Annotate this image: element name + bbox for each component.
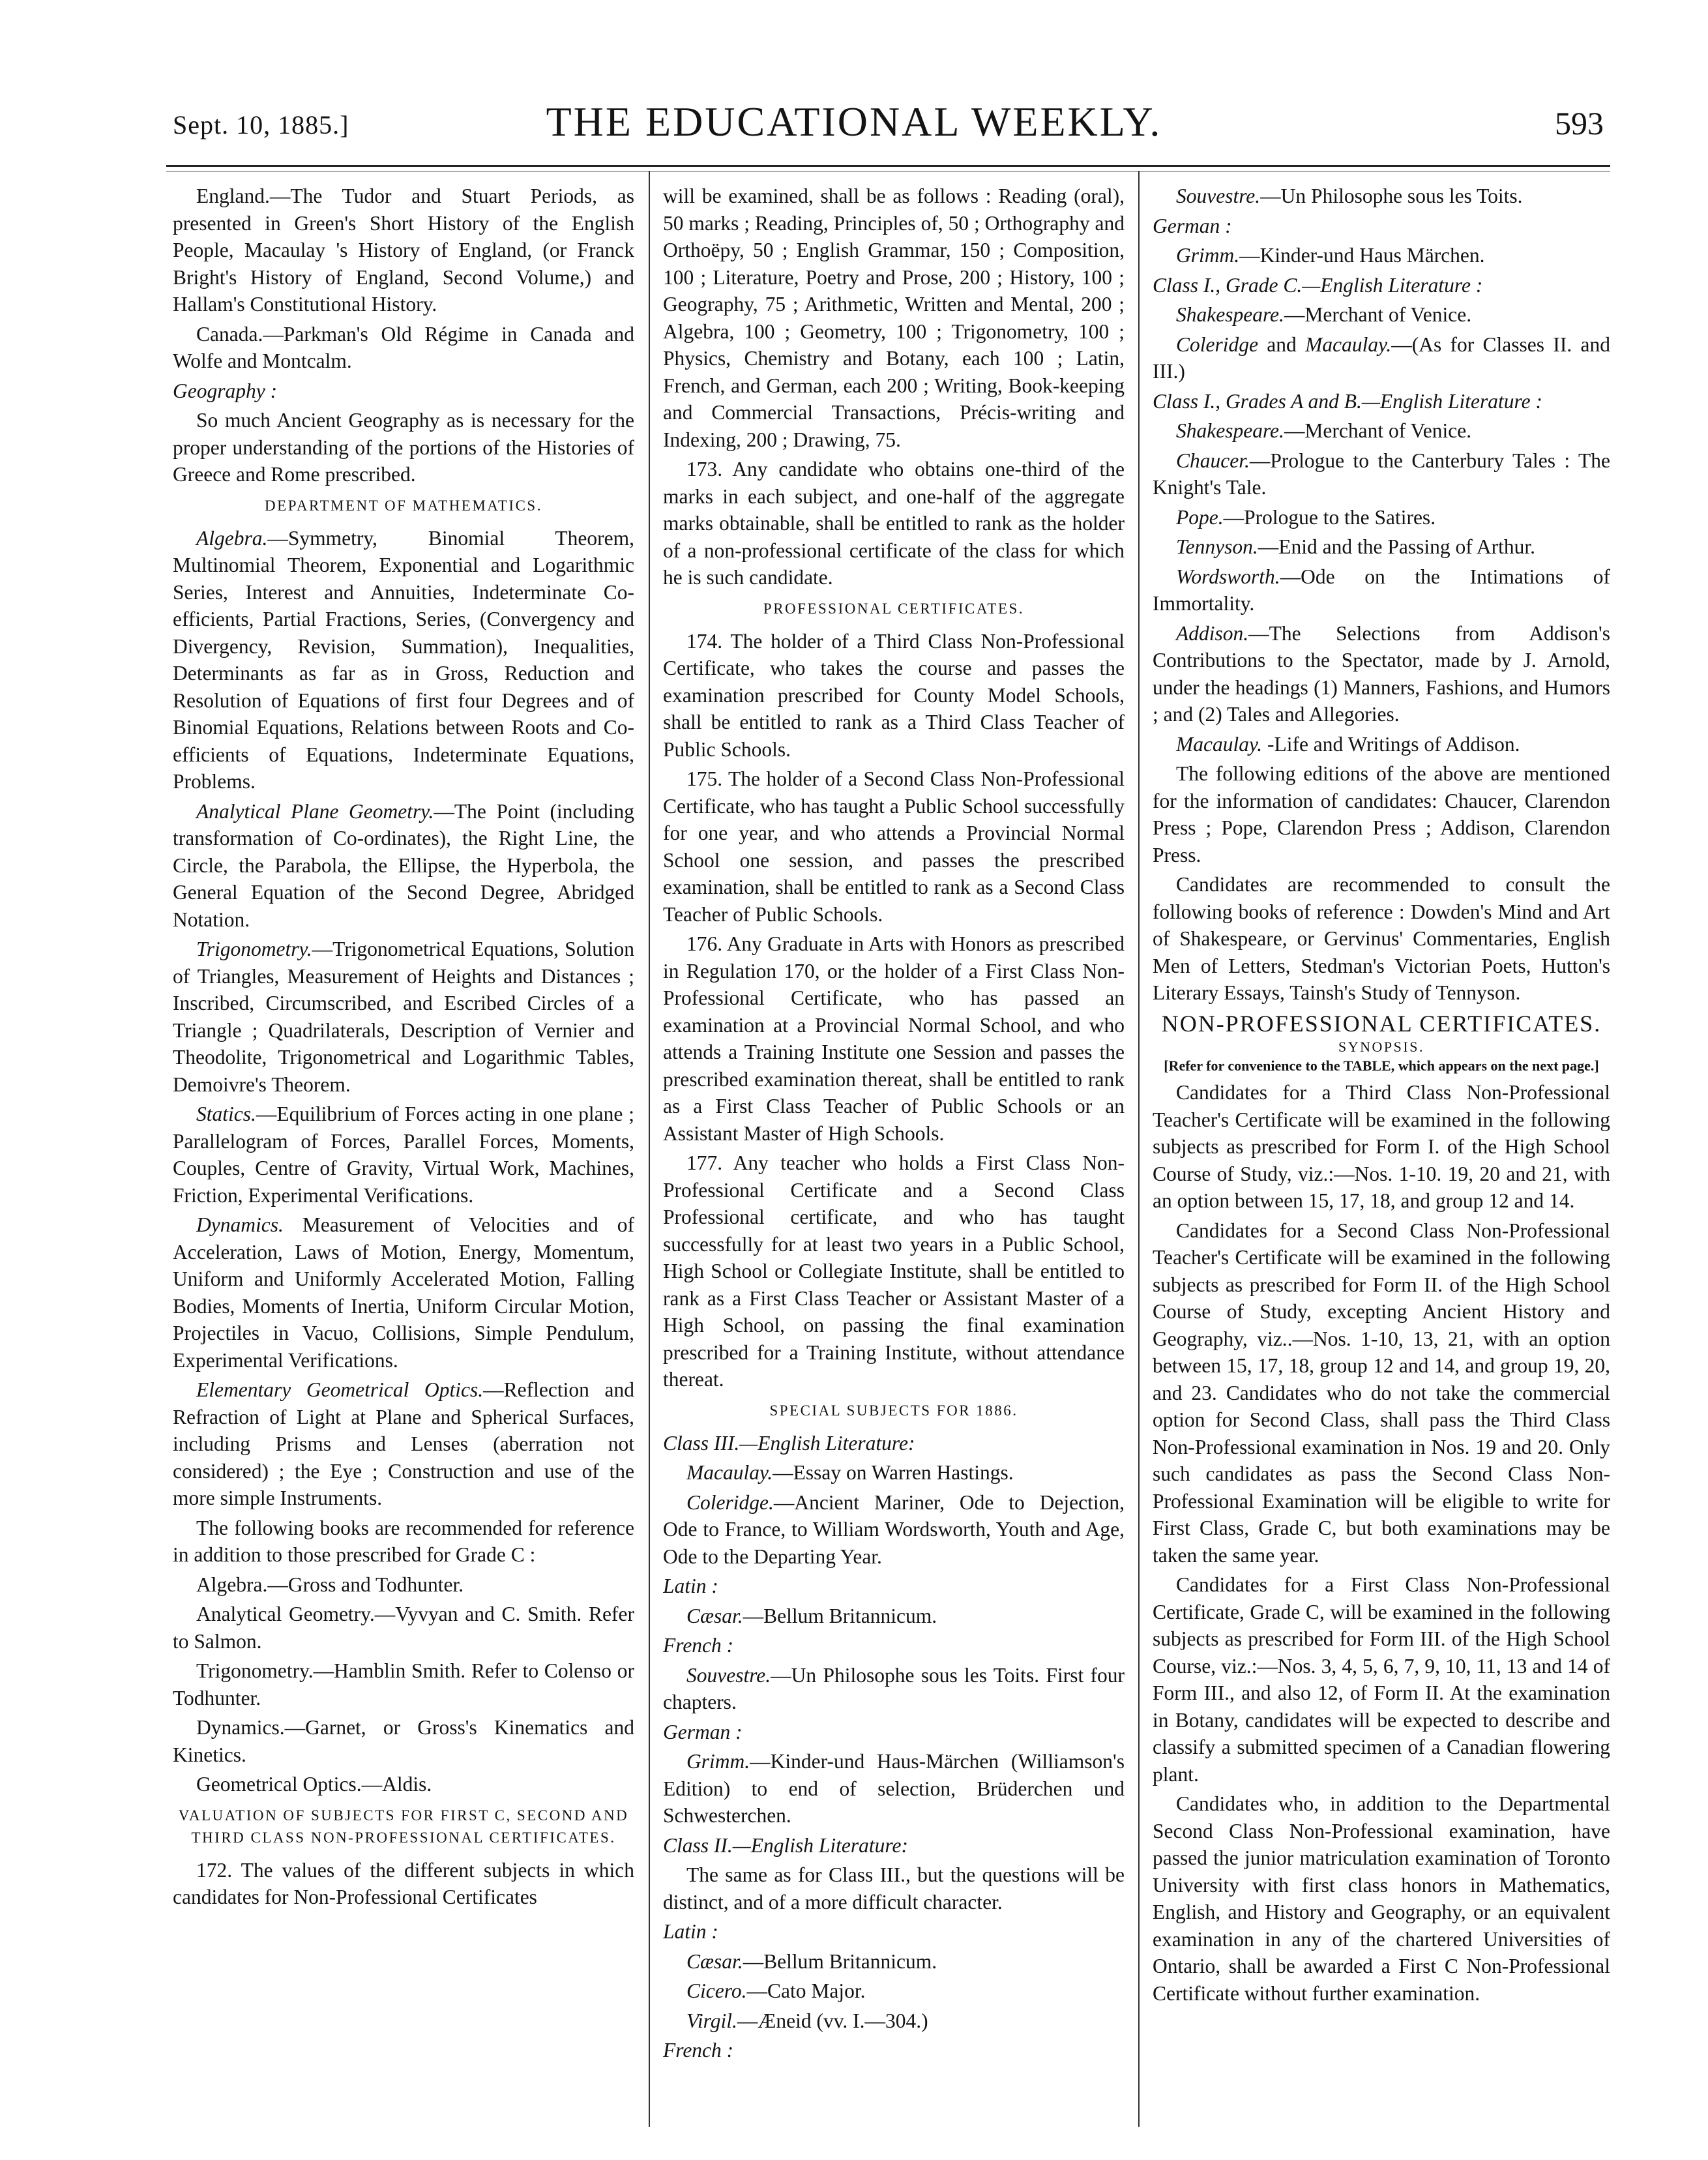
work-item bbox=[1153, 183, 1610, 210]
language-label: French : bbox=[663, 2039, 734, 2062]
connector: and bbox=[1258, 333, 1306, 356]
work-text: —(As for Classes II. and III.) bbox=[1153, 333, 1610, 383]
work-text: —Kinder-und Haus Märchen. bbox=[1239, 244, 1485, 267]
page-number: 593 bbox=[1555, 105, 1604, 141]
paragraph: 172. The values of the different subjects in which candidates for Non-Professional Certificates bbox=[173, 1858, 634, 1908]
topic-text: —Equilibrium of Forces acting in one plane ; Parallelogram of Forces, Parallel Forces, Moments, Couples, Centre of Gravity, Virtual Work, Machines, Friction, Experimental Verifications. bbox=[173, 1102, 634, 1207]
section-heading: SPECIAL SUBJECTS FOR 1886. bbox=[769, 1402, 1018, 1419]
book-item: Dynamics.—Garnet, or Gross's Kinematics and Kinetics. bbox=[173, 1716, 634, 1766]
author: Addison. bbox=[1176, 621, 1249, 645]
topic-text: —Trigonometrical Equations, Solution of Triangles, Measurement of Heights and Distances ; Inscribed, Circumscribed, and Escribed Circles of a Triangle ; Quadrilaterals, Description of Vernier and Theodolite, Trigonometrical and Logarithmic Tables, Demoivre's Theorem. bbox=[173, 938, 634, 1096]
work-text: —Æneid (vv. I.—304.) bbox=[737, 2009, 928, 2032]
author: Coleridge bbox=[1176, 333, 1258, 356]
paragraph: 173. Any candidate who obtains one-third of the marks in each subject, and one-half of the aggregate marks obtainable, shall be entitled to rank as the holder of a non-professional certificate of the class for which he is such candidate. bbox=[663, 458, 1125, 589]
work-item bbox=[663, 1489, 1125, 1571]
topic-title: Dynamics. bbox=[196, 1213, 284, 1236]
work-item bbox=[663, 1603, 1125, 1630]
section-heading: NON-PROFESSIONAL CERTIFICATES. bbox=[1161, 1010, 1602, 1037]
author: Cæsar. bbox=[686, 1604, 743, 1627]
topic-text: Measurement of Velocities and of Acceleration, Laws of Motion, Energy, Momentum, Uniform and Uniformly Accelerated Motion, Falling Bodies, Moments of Inertia, Uniform Circular Motion, Projectiles in Vacuo, Collisions, Simple Pendulum, Experimental Verifications. bbox=[173, 1213, 634, 1372]
work-item bbox=[1153, 301, 1610, 329]
author: Grimm. bbox=[1176, 244, 1240, 267]
class-heading: Class I., Grade C.—English Literature : bbox=[1153, 273, 1483, 297]
work-text: —Bellum Britannicum. bbox=[743, 1949, 937, 1973]
class-heading: Class III.—English Literature: bbox=[663, 1431, 915, 1455]
work-text: —Essay on Warren Hastings. bbox=[773, 1461, 1014, 1484]
paragraph: The following editions of the above are mentioned for the information of candidates: Chaucer, Clarendon Press ; Pope, Clarendon Press ; Addison, Clarendon Press. bbox=[1153, 762, 1610, 866]
paragraph: The same as for Class III., but the questions will be distinct, and of a more difficult character. bbox=[663, 1863, 1125, 1914]
column-2 bbox=[663, 183, 1125, 2132]
work-text: -Life and Writings of Addison. bbox=[1262, 732, 1520, 756]
work-text: —Prologue to the Satires. bbox=[1223, 505, 1436, 529]
work-item bbox=[1153, 731, 1610, 758]
paragraph: Candidates who, in addition to the Departmental Second Class Non-Professional examination, have passed the junior matriculation examination of Toronto University with first class honors in Mathematics, English, and History and Geography, or an equivalent examination in any of the chartered Universities of Ontario, shall be awarded a First C Non-Professional Certificate without further examination. bbox=[1153, 1792, 1610, 2005]
work-item bbox=[1153, 417, 1610, 445]
work-text: —Kinder-und Haus-Märchen (Williamson's Edition) to end of selection, Brüderchen und Schwesterchen. bbox=[663, 1750, 1125, 1827]
work-text: —Ancient Mariner, Ode to Dejection, Ode to France, to William Wordsworth, Youth and Age, Ode to the Departing Year. bbox=[663, 1490, 1125, 1568]
column-divider bbox=[1138, 171, 1140, 2127]
language-label: Latin : bbox=[663, 1575, 718, 1597]
work-text: —Merchant of Venice. bbox=[1284, 419, 1472, 442]
paragraph: The following books are recommended for reference in addition to those prescribed for Grade C : bbox=[173, 1516, 634, 1566]
topic-title: Trigonometry. bbox=[196, 938, 312, 960]
work-item bbox=[1153, 242, 1610, 269]
work-text: —Un Philosophe sous les Toits. bbox=[1260, 185, 1523, 207]
work-item bbox=[663, 1748, 1125, 1829]
column-3 bbox=[1153, 183, 1610, 2132]
topic-title: Statics. bbox=[196, 1102, 256, 1125]
author: Virgil. bbox=[686, 2009, 737, 2032]
paragraph: 177. Any teacher who holds a First Class Non-Professional Certificate and a Second Class Professional certificate, and who has taught successfully for at least two years in a Public School, High School or Collegiate Institute, shall be entitled to rank as a First Class Teacher or Assistant Master of a High School, on passing the final examination prescribed for a Training Institute, without attendance thereat. bbox=[663, 1151, 1125, 1391]
paragraph bbox=[173, 1101, 634, 1209]
topic-title: Algebra. bbox=[196, 526, 268, 550]
language-label: German : bbox=[1153, 214, 1232, 237]
paragraph: 176. Any Graduate in Arts with Honors as prescribed in Regulation 170, or the holder of a First Class Non-Professional Certificate, who has passed an examination at a Provincial Normal School, and who attends a Training Institute one Session and passes the prescribed examination thereat, shall be entitled to rank as a First Class Teacher of Public Schools or an Assistant Master of High Schools. bbox=[663, 932, 1125, 1145]
paragraph: Candidates for a First Class Non-Professional Certificate, Grade C, will be examined in the following subjects as prescribed for Form III. of the High School Course, viz.:—Nos. 3, 4, 5, 6, 7, 9, 10, 11, 13 and 14 of Form III., and also 12, of Form II. At the examination in Botany, candidates will be expected to describe and classify a submitted specimen of a Canadian flowering plant. bbox=[1153, 1573, 1610, 1786]
work-item bbox=[1153, 620, 1610, 728]
paragraph bbox=[173, 1211, 634, 1374]
paragraph: 175. The holder of a Second Class Non-Professional Certificate, who has taught a Public School successfully for one year, and who attends a Provincial Normal School one session, and passes the prescribed examination, shall be entitled to rank as a Second Class Teacher of Public Schools. bbox=[663, 767, 1125, 926]
header-rule bbox=[166, 165, 1610, 167]
work-text: —Ode on the Intimations of Immortality. bbox=[1153, 565, 1610, 615]
author: Pope. bbox=[1176, 505, 1224, 529]
work-item bbox=[1153, 533, 1610, 561]
work-item bbox=[1153, 504, 1610, 531]
author: Souvestre. bbox=[1176, 185, 1261, 207]
paragraph: 174. The holder of a Third Class Non-Professional Certificate, who takes the course and passes the examination prescribed for County Model Schools, shall be entitled to rank as a Third Class Teacher of Public Schools. bbox=[663, 629, 1125, 761]
work-item bbox=[663, 1948, 1125, 1975]
work-text: —Cato Major. bbox=[746, 1979, 866, 2002]
column-1 bbox=[173, 183, 634, 2132]
note: [Refer for convenience to the TABLE, which appears on the next page.] bbox=[1164, 1058, 1599, 1074]
work-text: —Prologue to the Canterbury Tales : The Knight's Tale. bbox=[1153, 449, 1610, 499]
language-label: German : bbox=[663, 1720, 743, 1743]
work-text: —The Selections from Addison's Contributions to the Spectator, made by J. Arnold, under the headings (1) Manners, Fashions, and Humors ; and (2) Tales and Allegories. bbox=[1153, 621, 1610, 726]
class-heading: Class II.—English Literature: bbox=[663, 1833, 908, 1857]
author: Shakespeare. bbox=[1176, 303, 1284, 326]
paragraph: Candidates for a Second Class Non-Professional Teacher's Certificate will be examined in the following subjects as prescribed for Form II. of the High School Course of Study, excepting Ancient History and Geography, viz..—Nos. 1-10, 13, 21, with an option between 15, 17, 18, group 12 and 14, and group 19, 20, and 23. Candidates who do not take the commercial option for Second Class, shall pass the Third Class Non-Professional examination in Nos. 19 and 20. Only such candidates as pass the Second Class Non-Professional Examination will be eligible to write for First Class, Grade C, but both examinations may be taken the same year. bbox=[1153, 1219, 1610, 1567]
author: Cicero. bbox=[686, 1979, 747, 2002]
work-item bbox=[1153, 447, 1610, 501]
author: Tennyson. bbox=[1176, 535, 1258, 558]
author: Coleridge. bbox=[686, 1490, 774, 1514]
work-item bbox=[1153, 563, 1610, 617]
topic-title: Elementary Geometrical Optics. bbox=[196, 1378, 484, 1401]
author: Wordsworth. bbox=[1176, 565, 1280, 588]
book-item: Algebra.—Gross and Todhunter. bbox=[196, 1573, 464, 1596]
author: Cæsar. bbox=[686, 1949, 743, 1973]
author: Macaulay. bbox=[1176, 732, 1263, 756]
class-heading: Class I., Grades A and B.—English Literature : bbox=[1153, 389, 1542, 413]
work-item bbox=[663, 1459, 1125, 1487]
paragraph: will be examined, shall be as follows : Reading (oral), 50 marks ; Reading, Principles of, 50 ; Orthography and Orthoëpy, 50 ; English Grammar, 150 ; Composition, 100 ; Literature, Poetry and Prose, 200 ; History, 100 ; Geography, 75 ; Arithmetic, Written and Mental, 200 ; Algebra, 100 ; Geometry, 100 ; Trigonometry, 100 ; Physics, Chemistry and Botany, each 100 ; Latin, French, and German, each 200 ; Writing, Book-keeping and Commercial Transactions, Précis-writing and Indexing, 200 ; Drawing, 75. bbox=[663, 185, 1125, 451]
paragraph bbox=[173, 1376, 634, 1512]
author: Macaulay. bbox=[1305, 333, 1392, 356]
topic-text: —The Point (including transformation of Co-ordinates), the Right Line, the Circle, the Parabola, the Ellipse, the Hyperbola, the General Equation of the Second Degree, Abridged Notation. bbox=[173, 799, 634, 931]
book-item: Geometrical Optics.—Aldis. bbox=[196, 1773, 432, 1796]
masthead-title: THE EDUCATIONAL WEEKLY. bbox=[546, 98, 1162, 145]
work-item bbox=[663, 1662, 1125, 1716]
language-label: French : bbox=[663, 1634, 734, 1657]
paragraph bbox=[173, 525, 634, 795]
paragraph bbox=[173, 936, 634, 1098]
language-label: Latin : bbox=[663, 1920, 718, 1943]
author: Chaucer. bbox=[1176, 449, 1250, 472]
work-item bbox=[663, 1977, 1125, 2005]
paragraph: Canada.—Parkman's Old Régime in Canada and Wolfe and Montcalm. bbox=[173, 322, 634, 372]
author: Souvestre. bbox=[686, 1663, 771, 1687]
section-heading: DEPARTMENT OF MATHEMATICS. bbox=[265, 497, 542, 514]
work-text: —Enid and the Passing of Arthur. bbox=[1258, 535, 1535, 558]
section-label: Geography : bbox=[173, 379, 278, 402]
section-heading: PROFESSIONAL CERTIFICATES. bbox=[763, 600, 1025, 617]
book-item: Analytical Geometry.—Vyvyan and C. Smith. Refer to Salmon. bbox=[173, 1603, 634, 1653]
topic-text: —Reflection and Refraction of Light at Plane and Spherical Surfaces, including Prisms and Lenses (aberration not considered) ; the Eye ; Construction and use of the more simple Instruments. bbox=[173, 1378, 634, 1509]
paragraph: Candidates are recommended to consult the following books of reference : Dowden's Mind and Art of Shakespeare, or Gervinus' Commentaries, English Men of Letters, Stedman's Victorian Poets, Hutton's Literary Essays, Tainsh's Study of Tennyson. bbox=[1153, 873, 1610, 1004]
work-text: —Merchant of Venice. bbox=[1284, 303, 1472, 326]
topic-text: —Symmetry, Binomial Theorem, Multinomial Theorem, Exponential and Logarithmic Series, Interest and Annuities, Indeterminate Co-efficients, Partial Fractions, Series, (Convergency and Divergency, Revision, Summation), Inequalities, Determinants as far as in Gross, Reduction and Resolution of Equations of first four Degrees and of Binomial Equations, Relations between Roots and Co-efficients of Equations, Indeterminate Equations, Problems. bbox=[173, 526, 634, 793]
work-item bbox=[1153, 331, 1610, 385]
work-text: —Bellum Britannicum. bbox=[743, 1604, 937, 1627]
paragraph: Candidates for a Third Class Non-Professional Teacher's Certificate will be examined in the following subjects as prescribed for Form I. of the High School Course of Study, viz.:—Nos. 1-10. 19, 20 and 21, with an option between 15, 17, 18, and group 12 and 14. bbox=[1153, 1081, 1610, 1212]
author: Shakespeare. bbox=[1176, 419, 1284, 442]
topic-title: Analytical Plane Geometry. bbox=[196, 799, 434, 823]
paragraph: England.—The Tudor and Stuart Periods, as presented in Green's Short History of the English People, Macaulay 's History of England, (or Franck Bright's History of England, Second Volume,) and Hallam's Constitutional History. bbox=[173, 185, 634, 316]
paragraph: So much Ancient Geography as is necessary for the proper understanding of the portions of the Histories of Greece and Rome prescribed. bbox=[173, 409, 634, 486]
header-date: Sept. 10, 1885.] bbox=[173, 110, 349, 140]
author: Grimm. bbox=[686, 1750, 750, 1773]
work-item bbox=[663, 2007, 1125, 2035]
work-text: —Un Philosophe sous les Toits. First four chapters. bbox=[663, 1663, 1125, 1713]
book-item: Trigonometry.—Hamblin Smith. Refer to Colenso or Todhunter. bbox=[173, 1659, 634, 1709]
section-heading: VALUATION OF SUBJECTS FOR FIRST C, SECOND AND THIRD CLASS NON-PROFESSIONAL CERTIFICATES. bbox=[178, 1807, 629, 1846]
paragraph bbox=[173, 798, 634, 934]
subheading: SYNOPSIS. bbox=[1338, 1039, 1424, 1055]
author: Macaulay. bbox=[686, 1461, 773, 1484]
column-divider bbox=[649, 171, 650, 2127]
